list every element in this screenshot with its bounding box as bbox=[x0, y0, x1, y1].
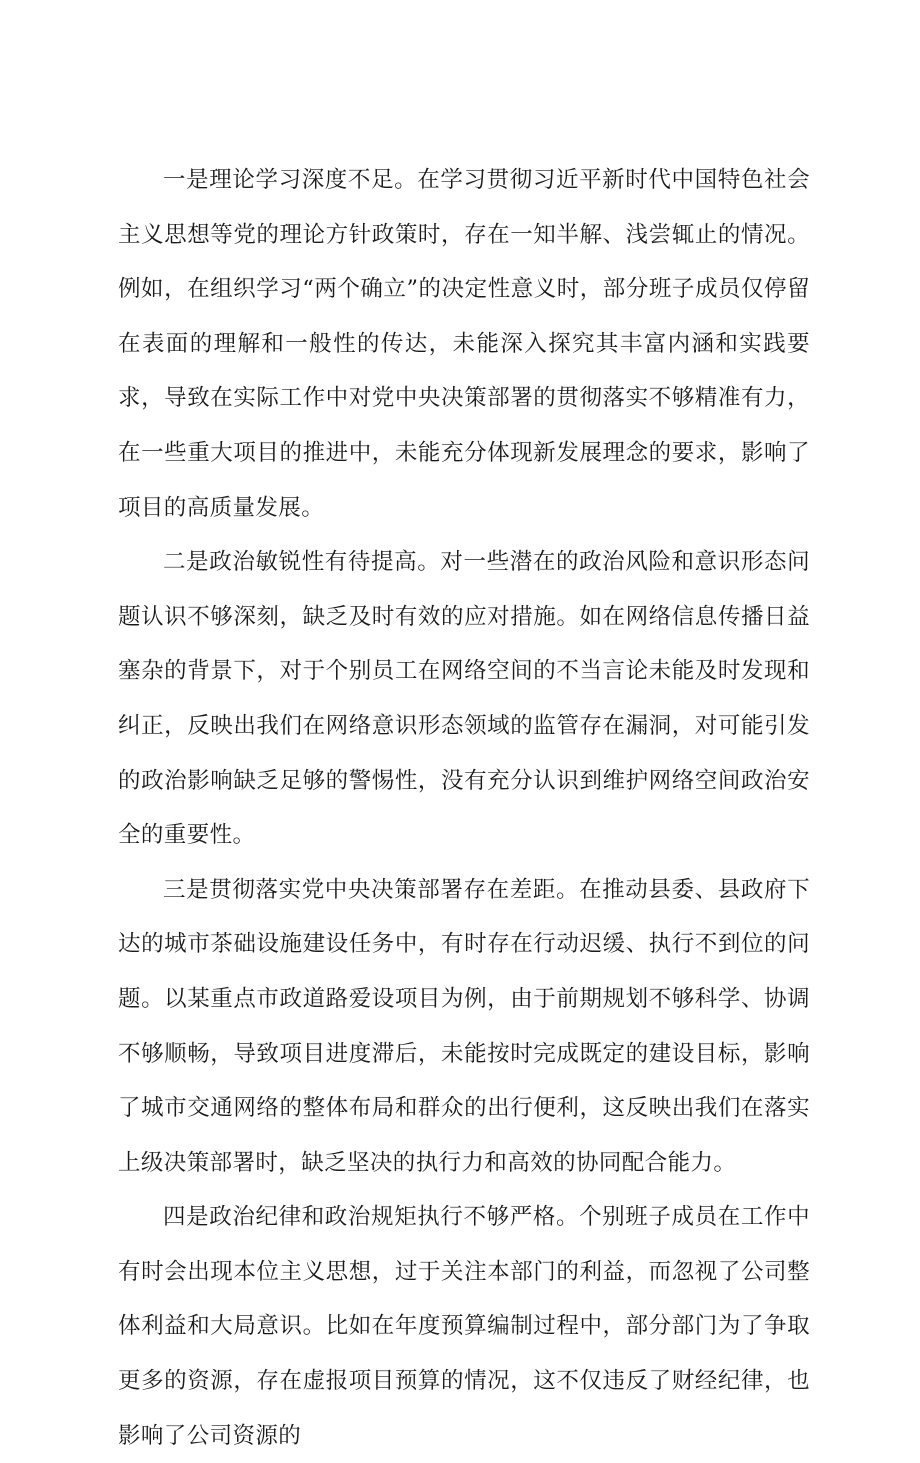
paragraph-political-discipline: 四是政治纪律和政治规矩执行不够严格。个别班子成员在工作中有时会出现本位主义思想，过于关注本部门的利益，而忽视了公司整体利益和大局意识。比如在年度预算编制过程中，部分部门为了争取更多的资源，存在虚报项目预算的情况，这不仅违反了财经纪律，也影响了公司资源的 bbox=[118, 1204, 810, 1449]
document-body bbox=[118, 153, 810, 1463]
paragraph-political-sensitivity: 二是政治敏锐性有待提高。对一些潜在的政治风险和意识形态问题认识不够深刻，缺乏及时有效的应对措施。如在网络信息传播日益塞杂的背景下，对于个别员工在网络空间的不当言论未能及时发现和纠正，反映出我们在网络意识形态领域的监管存在漏洞，对可能引发的政治影响缺乏足够的警惕性，没有充分认识到维护网络空间政治安全的重要性。 bbox=[118, 549, 810, 849]
paragraph-theory-study: 一是理论学习深度不足。在学习贯彻习近平新时代中国特色社会主义思想等党的理论方针政策时，存在一知半解、浅尝辄止的情况。例如，在组织学习“两个确立”的决定性意义时，部分班子成员仅停留在表面的理解和一般性的传达，未能深入探究其丰富内涵和实践要求，导致在实际工作中对党中央决策部署的贯彻落实不够精准有力，在一些重大项目的推进中，未能充分体现新发展理念的要求，影响了项目的高质量发展。 bbox=[118, 167, 810, 521]
paragraph-implementation-gap: 三是贯彻落实党中央决策部署存在差距。在推动县委、县政府下达的城市茶础设施建设任务中，有时存在行动迟缓、执行不到位的问题。以某重点市政道路爱设项目为例，由于前期规划不够科学、协调不够顺畅，导致项目进度滞后，未能按时完成既定的建设目标，影响了城市交通网络的整体布局和群众的出行便利，这反映出我们在落实上级决策部署时，缺乏坚决的执行力和高效的协同配合能力。 bbox=[118, 876, 810, 1176]
